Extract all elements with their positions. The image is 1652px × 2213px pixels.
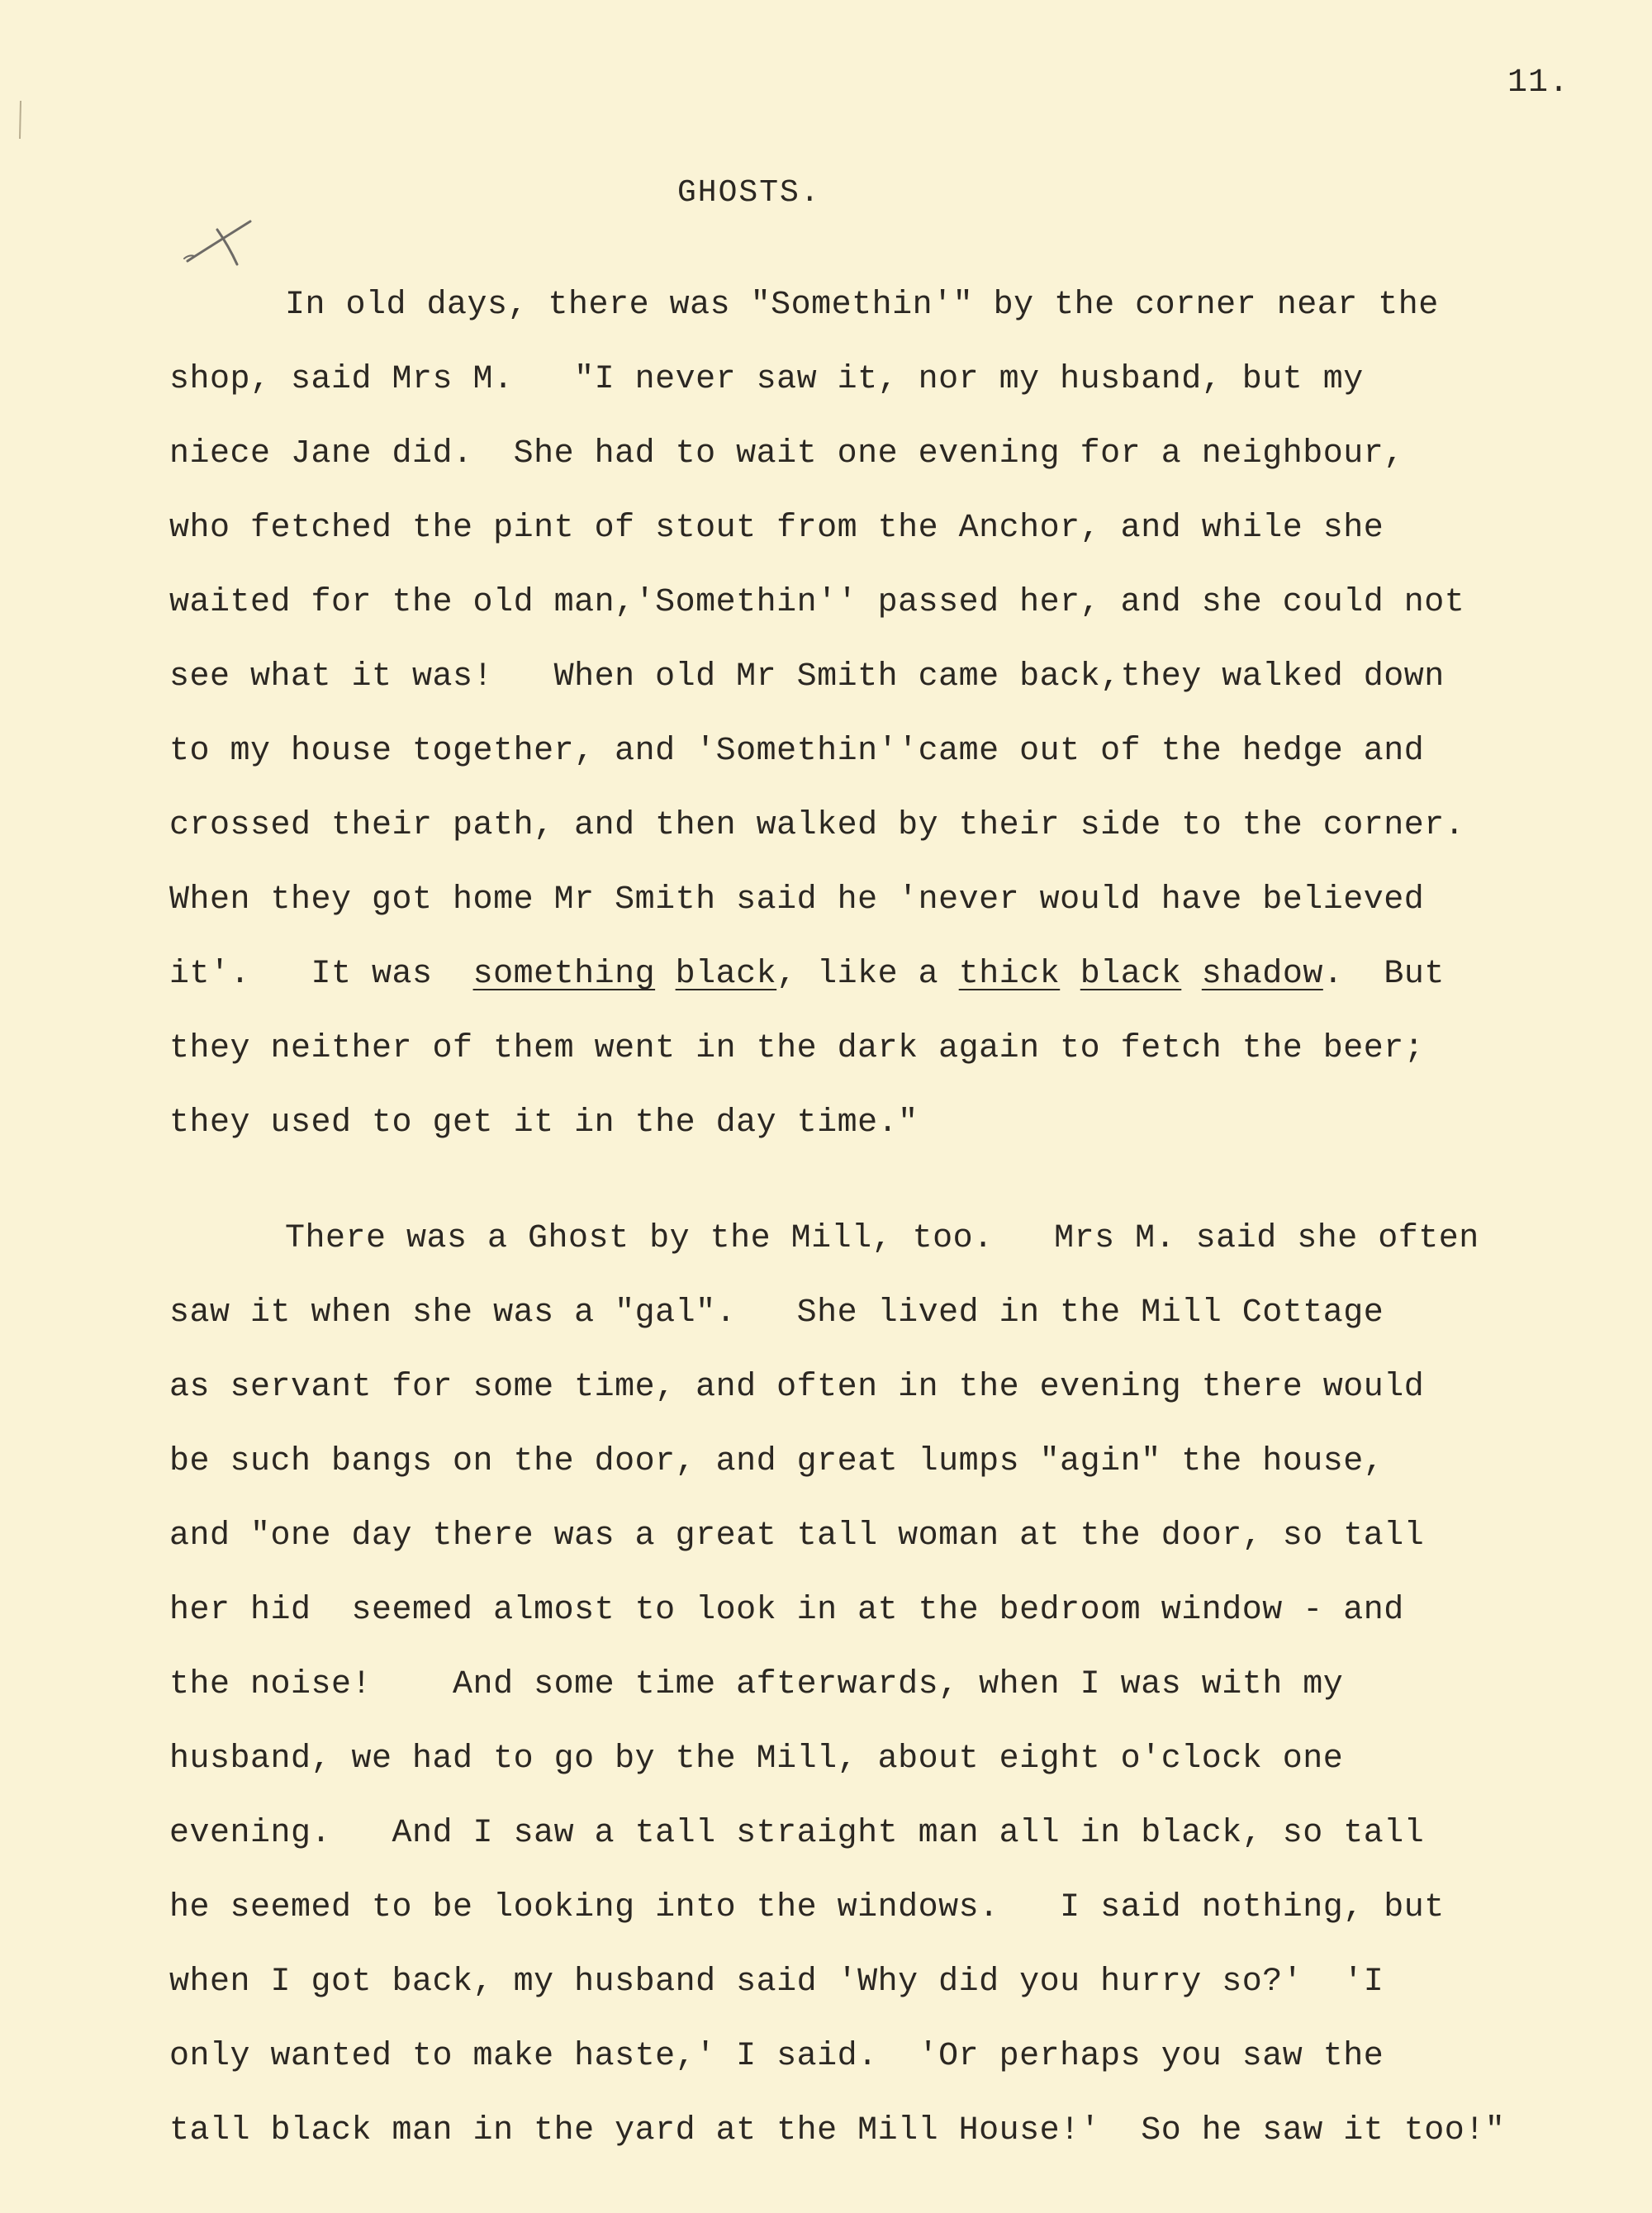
text-line: tall black man in the yard at the Mill House!' So he saw it too!" [169,2112,1506,2149]
text-line: husband, we had to go by the Mill, about eight o'clock one [169,1740,1344,1778]
text-fragment: . But [1322,956,1445,993]
text-line: niece Jane did. She had to wait one evening for a neighbour, [169,435,1404,473]
text-line: saw it when she was a "gal". She lived in the Mill Cottage [169,1294,1384,1332]
text-line: When they got home Mr Smith said he 'never would have believed [169,881,1425,919]
text-line: who fetched the pint of stout from the Anchor, and while she [169,510,1384,547]
text-line: they neither of them went in the dark again to fetch the beer; [169,1030,1425,1067]
text-line: the noise! And some time afterwards, when I was with my [169,1666,1344,1703]
text-fragment [1060,956,1080,993]
text-line: as servant for some time, and often in the evening there would [169,1369,1425,1406]
text-line: and "one day there was a great tall woman at the door, so tall [169,1517,1425,1555]
text-fragment: it'. It was [169,956,473,993]
text-fragment [1181,956,1202,993]
text-line: waited for the old man,'Somethin'' passed her, and she could not [169,584,1465,621]
page-title: GHOSTS. [677,175,821,211]
text-line: evening. And I saw a tall straight man all in black, so tall [169,1815,1425,1852]
text-line: when I got back, my husband said 'Why did you hurry so?' 'I [169,1964,1384,2001]
text-line: to my house together, and 'Somethin''came out of the hedge and [169,733,1425,770]
margin-mark [18,99,23,140]
text-line: shop, said Mrs M. "I never saw it, nor my husband, but my [169,361,1364,398]
text-line: There was a Ghost by the Mill, too. Mrs M. said she often [285,1220,1479,1257]
underlined-word: black [675,956,777,993]
text-fragment: , like a [776,956,959,993]
paragraph-somethin [169,268,1623,1161]
underlined-word: shadow [1201,956,1323,993]
text-line: In old days, there was "Somethin'" by the corner near the [285,287,1439,324]
page-number: 11. [1507,64,1569,102]
text-line: crossed their path, and then walked by their side to the corner. [169,807,1465,844]
text-line: her hid seemed almost to look in at the bedroom window - and [169,1592,1404,1629]
text-line-underlined [169,938,1623,1012]
text-line: he seemed to be looking into the windows. I said nothing, but [169,1889,1445,1926]
text-line: they used to get it in the day time." [169,1104,919,1142]
pencil-x-mark [178,213,256,271]
underlined-word: something [472,956,656,993]
underlined-word: black [1080,956,1182,993]
underlined-word: thick [958,956,1061,993]
text-line: only wanted to make haste,' I said. 'Or perhaps you saw the [169,2038,1384,2075]
paragraph-mill-ghost [169,1202,1623,2168]
text-fragment [655,956,676,993]
text-line: be such bangs on the door, and great lumps "agin" the house, [169,1443,1384,1480]
text-line: see what it was! When old Mr Smith came back,they walked down [169,658,1445,696]
